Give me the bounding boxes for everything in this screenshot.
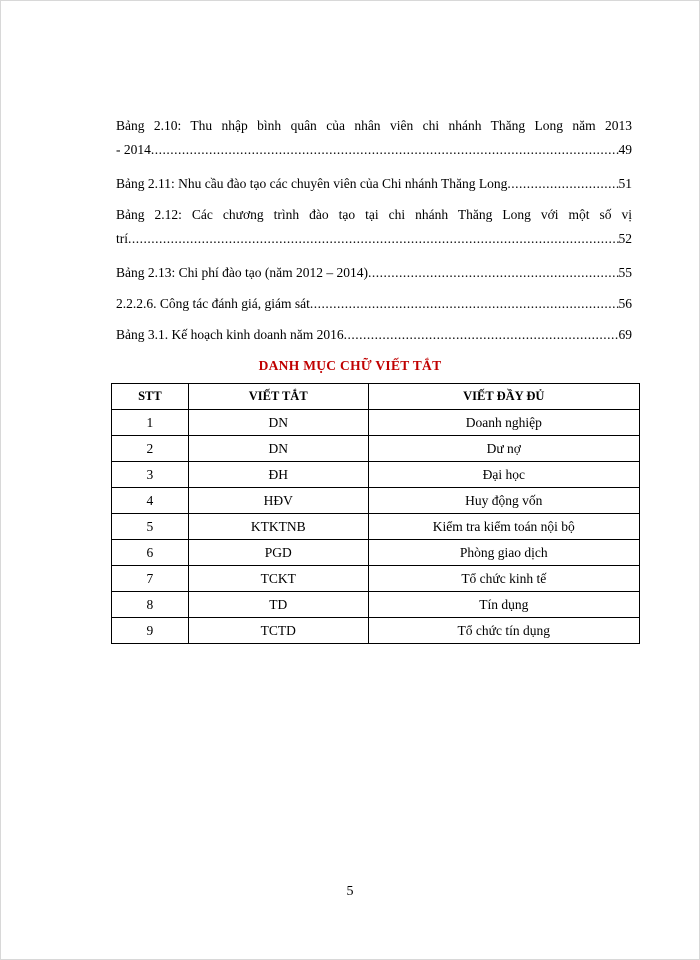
- cell-full-form: Dư nợ: [368, 436, 639, 462]
- toc-entry-title: Bảng 2.10: Thu nhập bình quân của nhân viên chi nhánh Thăng Long năm 2013: [116, 118, 632, 133]
- cell-abbreviation: ĐH: [188, 462, 368, 488]
- toc-entry-title-cont: trí: [116, 231, 128, 246]
- table-row: [112, 488, 640, 514]
- header-stt: STT: [112, 384, 189, 410]
- cell-stt: 3: [112, 462, 189, 488]
- cell-stt: 5: [112, 514, 189, 540]
- toc-entry-title: 2.2.2.6. Công tác đánh giá, giám sát: [116, 296, 310, 311]
- toc-entry[interactable]: [116, 114, 632, 162]
- cell-abbreviation: KTKTNB: [188, 514, 368, 540]
- cell-full-form: Huy động vốn: [368, 488, 639, 514]
- toc-page-number: 51: [618, 176, 632, 191]
- cell-abbreviation: DN: [188, 410, 368, 436]
- cell-full-form: Phòng giao dịch: [368, 540, 639, 566]
- toc-leader-dots: [151, 138, 619, 162]
- table-row: [112, 410, 640, 436]
- toc-leader-dots: [128, 227, 619, 251]
- cell-abbreviation: TD: [188, 592, 368, 618]
- cell-abbreviation: TCKT: [188, 566, 368, 592]
- toc-page-number: 69: [618, 327, 632, 342]
- cell-full-form: Tín dụng: [368, 592, 639, 618]
- toc-page-number: 55: [618, 265, 632, 280]
- table-row: [112, 540, 640, 566]
- cell-stt: 2: [112, 436, 189, 462]
- toc-leader-dots: [344, 323, 619, 347]
- cell-stt: 8: [112, 592, 189, 618]
- cell-stt: 6: [112, 540, 189, 566]
- cell-stt: 1: [112, 410, 189, 436]
- cell-full-form: Doanh nghiệp: [368, 410, 639, 436]
- cell-full-form: Kiểm tra kiểm toán nội bộ: [368, 514, 639, 540]
- header-abbreviation: VIẾT TẮT: [188, 384, 368, 410]
- toc-page-number: 52: [618, 231, 632, 246]
- cell-stt: 7: [112, 566, 189, 592]
- toc-leader-dots: [507, 172, 618, 196]
- toc-entry[interactable]: [116, 323, 632, 347]
- cell-stt: 4: [112, 488, 189, 514]
- toc-entry[interactable]: [116, 261, 632, 285]
- cell-abbreviation: HĐV: [188, 488, 368, 514]
- cell-full-form: Tổ chức kinh tế: [368, 566, 639, 592]
- abbreviations-table: [111, 383, 640, 644]
- table-row: [112, 618, 640, 644]
- cell-full-form: Tổ chức tín dụng: [368, 618, 639, 644]
- toc-leader-dots: [310, 292, 619, 316]
- toc-entry-title: Bảng 2.12: Các chương trình đào tạo tại chi nhánh Thăng Long với một số vị: [116, 207, 632, 222]
- toc-entry-title: Bảng 2.13: Chi phí đào tạo (năm 2012 – 2014): [116, 265, 368, 280]
- table-row: [112, 514, 640, 540]
- cell-full-form: Đại học: [368, 462, 639, 488]
- cell-abbreviation: TCTD: [188, 618, 368, 644]
- page-number: 5: [346, 884, 354, 899]
- table-row: [112, 592, 640, 618]
- table-row: [112, 566, 640, 592]
- table-of-contents: [116, 114, 632, 354]
- toc-entry[interactable]: [116, 203, 632, 251]
- cell-abbreviation: PGD: [188, 540, 368, 566]
- header-full-form: VIẾT ĐẦY ĐỦ: [368, 384, 639, 410]
- toc-leader-dots: [368, 261, 619, 285]
- table-row: [112, 436, 640, 462]
- toc-page-number: 49: [618, 142, 632, 157]
- toc-page-number: 56: [618, 296, 632, 311]
- cell-stt: 9: [112, 618, 189, 644]
- toc-entry[interactable]: [116, 292, 632, 316]
- abbreviations-title: DANH MỤC CHỮ VIẾT TẮT: [258, 358, 442, 373]
- table-header-row: [112, 384, 640, 410]
- toc-entry[interactable]: [116, 172, 632, 196]
- toc-entry-title: Bảng 3.1. Kế hoạch kinh doanh năm 2016: [116, 327, 344, 342]
- toc-entry-title-cont: - 2014: [116, 142, 151, 157]
- cell-abbreviation: DN: [188, 436, 368, 462]
- table-row: [112, 462, 640, 488]
- toc-entry-title: Bảng 2.11: Nhu cầu đào tạo các chuyên viên của Chi nhánh Thăng Long: [116, 176, 508, 191]
